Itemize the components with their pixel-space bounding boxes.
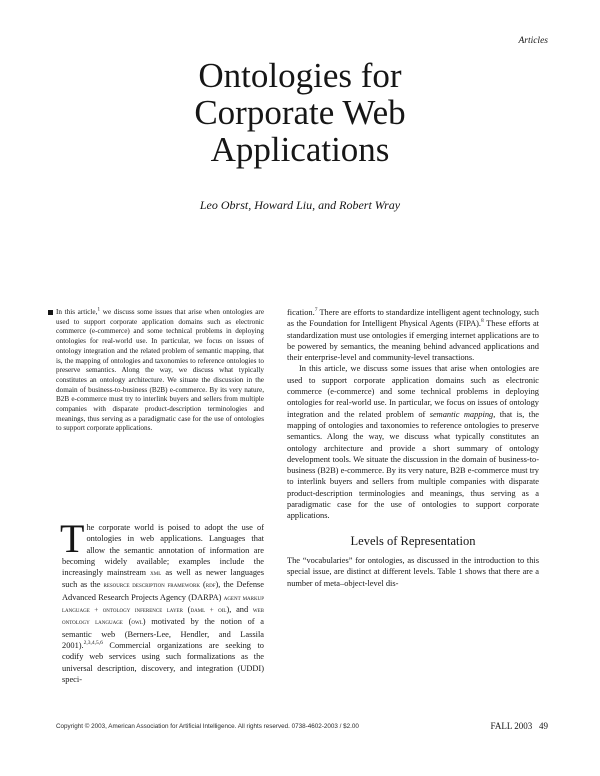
body-text: There are efforts to standardize intelligent agent technology, such as the Foundation for Intelligent Physical Agents (FIPA). (287, 308, 539, 329)
acronym: rdf (205, 581, 216, 590)
footnote-ref: 2,3,4,5,6 (83, 640, 103, 647)
section-heading: Levels of Representation (350, 533, 476, 548)
title-line-3: Applications (210, 130, 390, 169)
acronym: owl (131, 618, 143, 627)
acronym: daml + oil (190, 606, 227, 615)
emphasis-term: semantic mapping (429, 409, 494, 419)
folio (491, 721, 549, 731)
acronym: agent markup language + ontology inference layer (62, 593, 264, 615)
body-text: ), the Defense Advanced Research Projects Agency (DARPA) (62, 580, 264, 602)
body-text: ( (199, 580, 206, 590)
acronym: web ontology language (62, 606, 265, 627)
footnote-ref-7: 7 (314, 307, 318, 314)
page-number: 49 (539, 721, 548, 731)
authors: Leo Obrst, Howard Liu, and Robert Wray (199, 198, 401, 212)
body-text: ) motivated by the notion of a semantic web (Berners-Lee, Hendler, and Lassila 2001). (62, 617, 264, 650)
body-text: fication. (287, 308, 315, 317)
body-text: ( (182, 605, 191, 615)
footnote-ref-8: 8 (481, 318, 484, 325)
section-label: Articles (518, 36, 548, 46)
acronym: resource description framework (103, 581, 200, 590)
abstract-text-start: In this article, (56, 308, 98, 316)
body-text: These efforts at standardization must use ontologies if emerging internet applications are to be powered by semantics, the meaning behind advanced applications and their enterprise-level and community-level transactions. (287, 319, 539, 363)
title-line-1: Ontologies for (198, 56, 402, 95)
body-text: ( (122, 617, 132, 627)
paragraph (287, 363, 539, 521)
body-text: he corporate world is poised to adopt the use of ontologies in web applications. Languages that allow the semantic annotation of information are becoming widely available; examples include the increasingly mainstream (62, 523, 264, 578)
title-line-2: Corporate Web (194, 93, 406, 132)
copyright-footer: Copyright © 2003, American Association for Artificial Intelligence. All rights reserved. 0738-4602-2003 / $2.00 (56, 723, 359, 730)
footnote-ref-1: 1 (97, 306, 101, 313)
body-text: as well as newer languages such as the (62, 568, 264, 590)
abstract-text: we discuss some issues that arise when ontologies are used to support corporate application domains such as electronic commerce (e-commerce) and some technical problems in deploying ontologies for real-world use. In particular, we focus on issues of ontology integration and the related problem of semantic mapping, that is, the mapping of ontologies and taxonomies to reference ontologies to preserve semantics. Along the way, we discuss what typically constitutes an ontology architecture. We situate the discussion in the domain of business-to-business (B2B) e-commerce. By its very nature, B2B e-commerce must try to interlink buyers and sellers from multiple companies with disparate product-description terminologies and meanings, thus serving as a paradigmatic case for the use of ontologies to support corporate applications. (56, 308, 265, 433)
body-text: ), and (226, 605, 253, 615)
abstract (56, 308, 264, 434)
issue-label: FALL 2003 (490, 721, 533, 731)
paragraph: The “vocabularies” for ontologies, as discussed in the introduction to this special issue, are distinct at different levels. Table 1 shows that there are a number of meta–object-level dis- (287, 555, 539, 588)
body-column-left (60, 516, 265, 685)
body-text: In this article, we discuss some issues that arise when ontologies are used to support corporate application domains such as electronic commerce (e-commerce) and some technical problems in deploying ontologies for real-world use. In particular, we focus on issues of ontology integration and the related problem of (287, 364, 539, 419)
body-text: Commercial organizations are seeking to codify web services using such formalizations as the universal description, discovery, and integration (UDDI) speci- (62, 640, 264, 684)
article-title (0, 57, 600, 168)
body-column-right (287, 307, 539, 589)
body-text: , that is, the mapping of ontologies and taxonomies to reference ontologies to preserve semantics. Along the way, we discuss what typically constitutes an ontology architecture and provide a short summary of ontology development tools. We situate the discussion in the domain of business-to-business (B2B) e-commerce. By its very nature, B2B e-commerce must try to interlink buyers and sellers from multiple companies with disparate product-description terminologies and meanings, thus serving as a paradigmatic case for the use of ontologies to support corporate applications. (287, 409, 539, 521)
paragraph (287, 307, 539, 363)
drop-cap: T (60, 516, 85, 561)
abstract-bullet (48, 310, 53, 315)
acronym: xml (150, 569, 162, 578)
